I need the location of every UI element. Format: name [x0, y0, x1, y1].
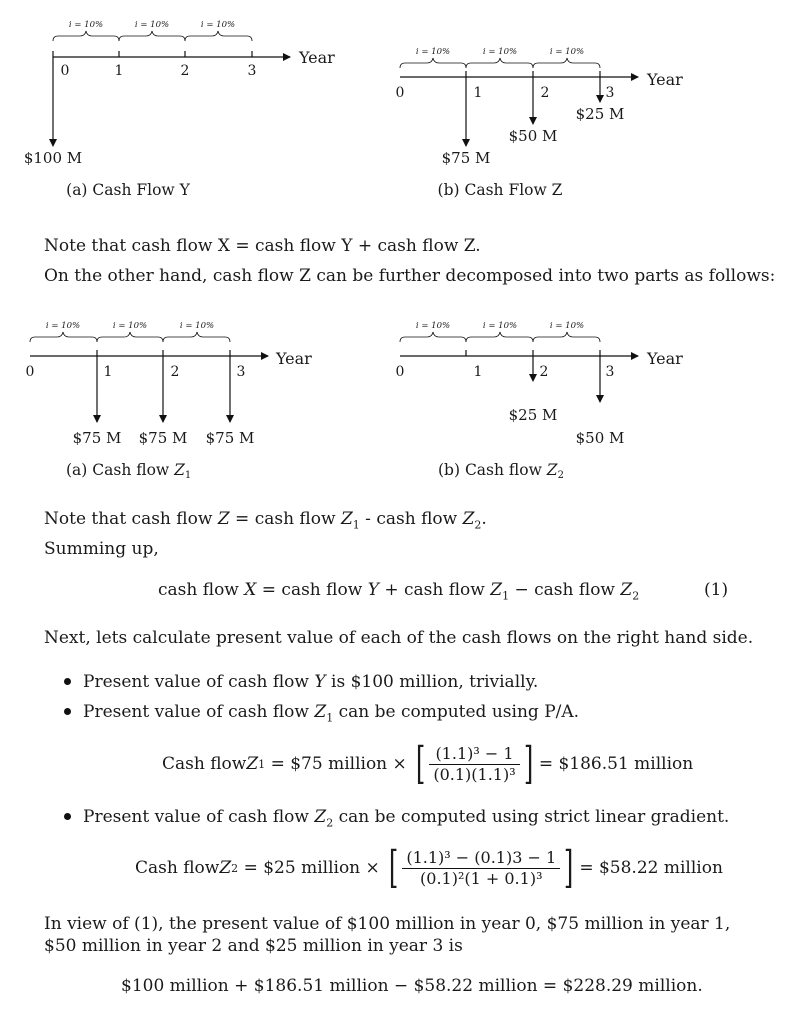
amount-label: $75 M: [205, 429, 255, 447]
interest-label: i = 10%: [200, 20, 236, 30]
year-label: 1: [473, 364, 483, 380]
summing-up: Summing up,: [44, 539, 159, 559]
diagram-cash-flow-y: [24, 20, 335, 199]
year-label: 2: [170, 364, 180, 380]
next-paragraph: Next, lets calculate present value of each of the cash flows on the right hand side.: [44, 628, 754, 648]
diagram-cash-flow-z1: [26, 321, 313, 480]
diagram-caption: (a) Cash Flow Y: [66, 181, 190, 199]
note-decompose-z: On the other hand, cash flow Z can be further decomposed into two parts as follows:: [44, 266, 776, 286]
brace: [533, 58, 600, 68]
brace: [97, 332, 163, 342]
axis-label: Year: [647, 349, 683, 368]
interest-label: i = 10%: [482, 47, 518, 57]
axis-label: Year: [276, 349, 312, 368]
interest-label: i = 10%: [45, 321, 81, 331]
note-cash-flow-z: Note that cash flow Z = cash flow $Z_1$ - cash flow $Z_2$.: [44, 509, 487, 532]
axis-label: Year: [647, 70, 683, 89]
year-label: 0: [25, 364, 35, 380]
equation-1: cash flow X = cash flow Y + cash flow $Z_1$ − cash flow $Z_2$: [158, 580, 640, 603]
interest-label: i = 10%: [482, 321, 518, 331]
brace: [400, 58, 466, 68]
final-paragraph: In view of (1), the present value of $100 million in year 0, $75 million in year 1, $50 million in year 2 and $25 million in year 3 is: [44, 914, 731, 956]
amount-label: $75 M: [72, 429, 122, 447]
formula-pa: Cash flow Z 1 = $75 million × [ $\frac{\text{(1.1)³ − 1}}{\text{(0.1)(1.1)³}}$ ] = $186.51 million: [162, 738, 694, 789]
bullet-dot-icon: [64, 678, 71, 685]
interest-label: i = 10%: [179, 321, 215, 331]
interest-label: i = 10%: [112, 321, 148, 331]
interest-label: i = 10%: [549, 321, 585, 331]
brace: [53, 31, 119, 41]
diagram-caption: (b) Cash flow Z2: [438, 461, 564, 480]
year-label: 2: [540, 85, 550, 101]
year-label: 1: [103, 364, 113, 380]
brace: [119, 31, 185, 41]
diagram-caption: (a) Cash flow Z1: [66, 461, 192, 480]
amount-label: $25 M: [508, 406, 558, 424]
fraction: $\frac{\text{(1.1)³ − (0.1)3 − 1}}{\text{(0.1)²(1 + 0.1)³}}$: [402, 848, 560, 889]
brace: [466, 332, 533, 342]
year-label: 3: [605, 85, 615, 101]
bullet-dot-icon: [64, 708, 71, 715]
interest-label: i = 10%: [415, 47, 451, 57]
year-label: 3: [247, 63, 257, 79]
amount-label: $50 M: [575, 429, 625, 447]
brace: [400, 332, 466, 342]
brace: [185, 31, 252, 41]
amount-label: $50 M: [508, 127, 558, 145]
diagram-cash-flow-z2: [396, 321, 684, 480]
interest-label: i = 10%: [549, 47, 585, 57]
year-label: 0: [60, 63, 70, 79]
amount-label: $75 M: [138, 429, 188, 447]
year-label: 1: [473, 85, 483, 101]
amount-label: $25 M: [575, 105, 625, 123]
brace: [30, 332, 97, 342]
diagram-caption: (b) Cash Flow Z: [437, 181, 563, 199]
year-label: 2: [539, 364, 549, 380]
year-label: 2: [180, 63, 190, 79]
interest-label: i = 10%: [415, 321, 451, 331]
bullet-item: Present value of cash flow $Z_2$ can be computed using strict linear gradient.: [64, 807, 729, 830]
fraction: $\frac{\text{(1.1)³ − 1}}{\text{(0.1)(1.1)³}}$: [429, 744, 519, 785]
interest-label: i = 10%: [68, 20, 104, 30]
bullet-dot-icon: [64, 813, 71, 820]
year-label: 3: [605, 364, 615, 380]
year-label: 0: [395, 85, 405, 101]
equation-number: (1): [704, 580, 729, 600]
brace: [466, 58, 533, 68]
interest-label: i = 10%: [134, 20, 170, 30]
final-equation: $100 million + $186.51 million − $58.22 million = $228.29 million.: [121, 976, 703, 996]
diagram-cash-flow-z: [396, 47, 684, 199]
brace: [163, 332, 230, 342]
axis-label: Year: [299, 48, 335, 67]
bullet-item: Present value of cash flow $Z_1$ can be computed using P/A.: [64, 702, 579, 725]
brace: [533, 332, 600, 342]
amount-label: $100 M: [23, 149, 83, 167]
amount-label: $75 M: [441, 149, 491, 167]
note-cash-flow-x: Note that cash flow X = cash flow Y + cash flow Z.: [44, 236, 481, 256]
bullet-item: Present value of cash flow Y is $100 million, trivially.: [64, 672, 538, 692]
year-label: 3: [236, 364, 246, 380]
formula-gradient: Cash flow Z 2 = $25 million × [ $\frac{\text{(1.1)³ − (0.1)3 − 1}}{\text{(0.1)²(1 + 0.1)³}}$ ] = $58.22 million: [135, 842, 723, 893]
year-label: 0: [395, 364, 405, 380]
year-label: 1: [114, 63, 124, 79]
